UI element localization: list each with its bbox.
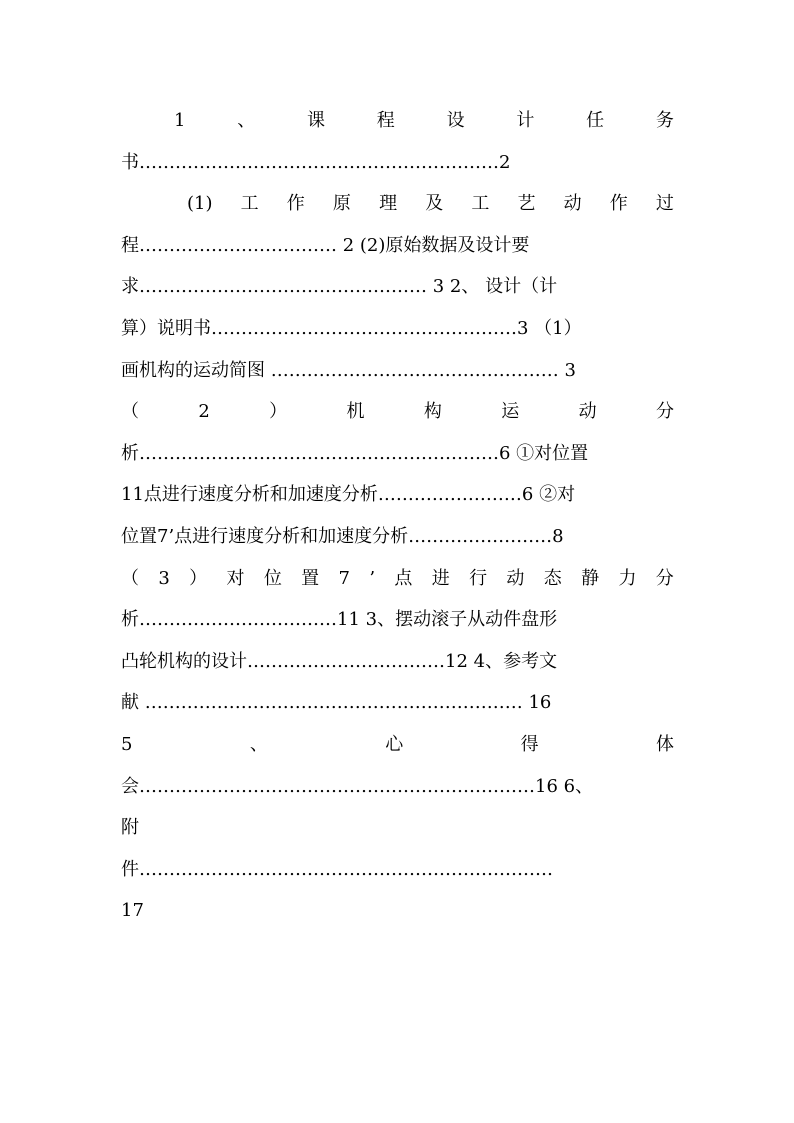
toc-line [121,890,674,932]
toc-text: 分 [655,567,674,589]
toc-text: 、 [237,110,256,131]
toc-text: 运 [501,401,520,423]
toc-text: 进 [431,567,450,589]
toc-text: 书……………………………………………………2 [121,151,511,173]
toc-text: 构 [423,401,442,423]
toc-text: 献 ……………………………………………………… 16 [121,692,552,714]
toc-text: 程…………………………… 2 (2)原始数据及设计要 [121,234,530,256]
toc-text: 求………………………………………… 3 2、 设计（计 [121,276,558,298]
toc-line [121,724,674,766]
toc-text: 动 [506,567,525,589]
toc-line [121,558,674,600]
toc-text: 作 [609,193,628,215]
toc-text: 设 [446,110,465,131]
toc-text: 静 [581,567,600,589]
toc-text: 分 [655,401,674,423]
toc-text: ’ [369,567,376,589]
toc-text: 务 [655,110,674,131]
toc-text: 对 [226,567,245,589]
toc-line [121,100,674,142]
toc-line [121,474,674,516]
toc-text: 凸轮机构的设计……………………………12 4、参考文 [121,650,558,672]
toc-text: 作 [286,193,305,215]
toc-text: 任 [586,110,605,131]
toc-text: 位置7’点进行速度分析和加速度分析……………………8 [121,525,564,547]
toc-text: 动 [578,401,597,423]
toc-line [121,433,674,475]
toc-text: 析……………………………………………………6 ①对位置 [121,442,589,464]
toc-text: 及 [425,193,444,215]
toc-text: 附 [121,817,139,839]
toc-text: ） [269,401,288,423]
toc-text: ） [189,567,208,589]
toc-text: 体 [655,733,674,755]
toc-line [121,183,674,225]
toc-text: 理 [379,193,398,215]
toc-text: 11点进行速度分析和加速度分析……………………6 ②对 [121,484,576,506]
toc-text: 会…………………………………………………………16 6、 [121,775,594,797]
toc-text: 动 [563,193,582,215]
toc-text: 1 [174,110,186,131]
toc-text: 5 [121,733,133,755]
toc-text: 工 [471,193,490,215]
toc-line [121,516,674,558]
toc-text: 力 [618,567,637,589]
toc-text: 工 [240,193,259,215]
toc-text: （ [121,401,139,423]
toc-line [121,308,674,350]
toc-line [121,225,674,267]
toc-text: 点 [394,567,413,589]
toc-line [121,807,674,849]
toc-text: 置 [301,567,320,589]
toc-line [121,641,674,683]
toc-text: 原 [332,193,351,215]
toc-text: 艺 [517,193,536,215]
toc-line [121,391,674,433]
toc-line [121,766,674,808]
toc-text: 件…………………………………………………………… [121,858,553,880]
toc-line [121,849,674,891]
toc-text: 行 [469,567,488,589]
toc-text: 程 [376,110,395,131]
toc-text: 心 [385,733,404,755]
toc-line [121,682,674,724]
toc-line [121,266,674,308]
toc-text: 位 [263,567,282,589]
toc-line [121,142,674,184]
table-of-contents [121,100,674,932]
toc-text: (1) [187,193,213,215]
toc-text: 算）说明书……………………………………………3 （1） [121,317,582,339]
toc-text: 计 [516,110,535,131]
toc-line [121,599,674,641]
toc-text: 过 [655,193,674,215]
toc-text: 态 [543,567,562,589]
toc-text: 17 [121,900,144,922]
toc-text: 画机构的运动简图 ………………………………………… 3 [121,359,576,381]
toc-text: 析……………………………11 3、摆动滚子从动件盘形 [121,609,558,631]
toc-text: 2 [198,401,210,423]
toc-text: 7 [338,567,350,589]
toc-line [121,350,674,392]
toc-text: 机 [346,401,365,423]
toc-text: 课 [307,110,326,131]
toc-text: 得 [520,733,539,755]
toc-text: （ [121,567,139,589]
toc-text: 3 [158,567,170,589]
toc-text: 、 [249,733,268,755]
